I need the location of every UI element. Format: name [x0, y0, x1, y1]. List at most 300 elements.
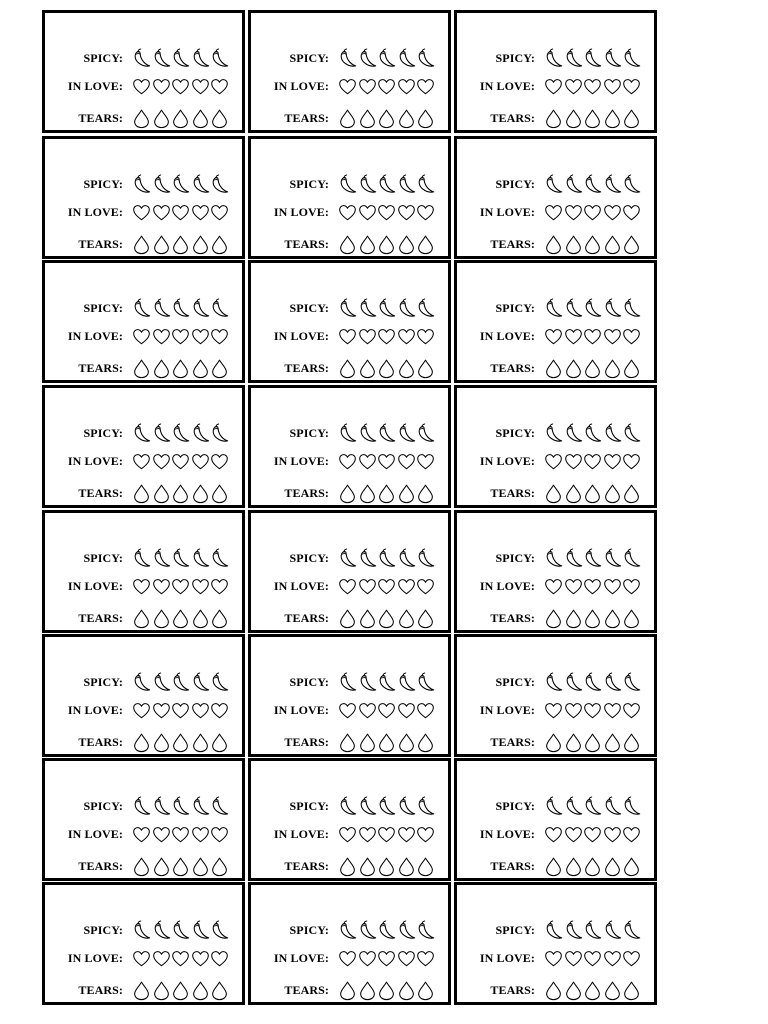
teardrop-icon[interactable] — [397, 856, 417, 877]
heart-icon[interactable] — [416, 700, 436, 721]
chili-pepper-icon[interactable] — [338, 548, 358, 569]
heart-icon[interactable] — [210, 700, 230, 721]
heart-icon[interactable] — [338, 76, 358, 97]
chili-pepper-icon[interactable] — [544, 174, 564, 195]
heart-icon[interactable] — [338, 451, 358, 472]
chili-pepper-icon[interactable] — [583, 298, 603, 319]
teardrop-icon[interactable] — [132, 358, 152, 379]
teardrop-icon[interactable] — [171, 234, 191, 255]
teardrop-icon[interactable] — [171, 980, 191, 1001]
teardrop-icon[interactable] — [416, 358, 436, 379]
heart-icon[interactable] — [397, 451, 417, 472]
heart-icon[interactable] — [191, 326, 211, 347]
chili-pepper-icon[interactable] — [210, 548, 230, 569]
heart-icon[interactable] — [152, 948, 172, 969]
chili-pepper-icon[interactable] — [564, 174, 584, 195]
teardrop-icon[interactable] — [338, 608, 358, 629]
heart-icon[interactable] — [377, 326, 397, 347]
heart-icon[interactable] — [152, 76, 172, 97]
heart-icon[interactable] — [416, 202, 436, 223]
chili-pepper-icon[interactable] — [132, 298, 152, 319]
chili-pepper-icon[interactable] — [583, 48, 603, 69]
teardrop-icon[interactable] — [132, 856, 152, 877]
chili-pepper-icon[interactable] — [603, 298, 623, 319]
teardrop-icon[interactable] — [583, 483, 603, 504]
teardrop-icon[interactable] — [171, 108, 191, 129]
chili-pepper-icon[interactable] — [171, 48, 191, 69]
heart-icon[interactable] — [583, 326, 603, 347]
heart-icon[interactable] — [358, 576, 378, 597]
chili-pepper-icon[interactable] — [564, 48, 584, 69]
teardrop-icon[interactable] — [564, 980, 584, 1001]
chili-pepper-icon[interactable] — [603, 548, 623, 569]
chili-pepper-icon[interactable] — [132, 48, 152, 69]
chili-pepper-icon[interactable] — [338, 298, 358, 319]
chili-pepper-icon[interactable] — [564, 298, 584, 319]
chili-pepper-icon[interactable] — [416, 796, 436, 817]
teardrop-icon[interactable] — [544, 732, 564, 753]
teardrop-icon[interactable] — [564, 358, 584, 379]
teardrop-icon[interactable] — [171, 608, 191, 629]
heart-icon[interactable] — [358, 700, 378, 721]
teardrop-icon[interactable] — [210, 732, 230, 753]
chili-pepper-icon[interactable] — [622, 48, 642, 69]
chili-pepper-icon[interactable] — [210, 796, 230, 817]
teardrop-icon[interactable] — [603, 234, 623, 255]
heart-icon[interactable] — [564, 451, 584, 472]
teardrop-icon[interactable] — [171, 856, 191, 877]
chili-pepper-icon[interactable] — [358, 548, 378, 569]
heart-icon[interactable] — [583, 202, 603, 223]
heart-icon[interactable] — [416, 76, 436, 97]
heart-icon[interactable] — [564, 824, 584, 845]
chili-pepper-icon[interactable] — [622, 298, 642, 319]
heart-icon[interactable] — [622, 948, 642, 969]
heart-icon[interactable] — [544, 202, 564, 223]
heart-icon[interactable] — [152, 451, 172, 472]
chili-pepper-icon[interactable] — [377, 298, 397, 319]
teardrop-icon[interactable] — [544, 234, 564, 255]
chili-pepper-icon[interactable] — [210, 174, 230, 195]
teardrop-icon[interactable] — [152, 732, 172, 753]
chili-pepper-icon[interactable] — [397, 423, 417, 444]
teardrop-icon[interactable] — [132, 483, 152, 504]
heart-icon[interactable] — [171, 451, 191, 472]
chili-pepper-icon[interactable] — [171, 548, 191, 569]
heart-icon[interactable] — [210, 824, 230, 845]
teardrop-icon[interactable] — [583, 358, 603, 379]
heart-icon[interactable] — [152, 824, 172, 845]
heart-icon[interactable] — [210, 326, 230, 347]
heart-icon[interactable] — [622, 576, 642, 597]
chili-pepper-icon[interactable] — [603, 796, 623, 817]
chili-pepper-icon[interactable] — [171, 672, 191, 693]
heart-icon[interactable] — [358, 451, 378, 472]
chili-pepper-icon[interactable] — [622, 548, 642, 569]
heart-icon[interactable] — [338, 326, 358, 347]
heart-icon[interactable] — [416, 326, 436, 347]
teardrop-icon[interactable] — [583, 608, 603, 629]
heart-icon[interactable] — [338, 824, 358, 845]
chili-pepper-icon[interactable] — [416, 920, 436, 941]
chili-pepper-icon[interactable] — [132, 548, 152, 569]
teardrop-icon[interactable] — [210, 358, 230, 379]
teardrop-icon[interactable] — [377, 483, 397, 504]
teardrop-icon[interactable] — [358, 483, 378, 504]
heart-icon[interactable] — [564, 700, 584, 721]
teardrop-icon[interactable] — [132, 980, 152, 1001]
chili-pepper-icon[interactable] — [191, 796, 211, 817]
heart-icon[interactable] — [171, 824, 191, 845]
teardrop-icon[interactable] — [544, 856, 564, 877]
teardrop-icon[interactable] — [377, 358, 397, 379]
chili-pepper-icon[interactable] — [358, 672, 378, 693]
teardrop-icon[interactable] — [416, 483, 436, 504]
teardrop-icon[interactable] — [397, 108, 417, 129]
heart-icon[interactable] — [377, 576, 397, 597]
teardrop-icon[interactable] — [622, 483, 642, 504]
heart-icon[interactable] — [397, 948, 417, 969]
teardrop-icon[interactable] — [416, 108, 436, 129]
heart-icon[interactable] — [416, 948, 436, 969]
heart-icon[interactable] — [358, 948, 378, 969]
heart-icon[interactable] — [132, 202, 152, 223]
heart-icon[interactable] — [622, 326, 642, 347]
teardrop-icon[interactable] — [152, 358, 172, 379]
chili-pepper-icon[interactable] — [397, 298, 417, 319]
chili-pepper-icon[interactable] — [358, 48, 378, 69]
heart-icon[interactable] — [338, 202, 358, 223]
chili-pepper-icon[interactable] — [171, 423, 191, 444]
teardrop-icon[interactable] — [338, 980, 358, 1001]
heart-icon[interactable] — [132, 451, 152, 472]
heart-icon[interactable] — [210, 948, 230, 969]
teardrop-icon[interactable] — [416, 856, 436, 877]
teardrop-icon[interactable] — [338, 732, 358, 753]
heart-icon[interactable] — [603, 326, 623, 347]
chili-pepper-icon[interactable] — [338, 48, 358, 69]
heart-icon[interactable] — [544, 700, 564, 721]
heart-icon[interactable] — [416, 576, 436, 597]
heart-icon[interactable] — [544, 948, 564, 969]
heart-icon[interactable] — [132, 948, 152, 969]
chili-pepper-icon[interactable] — [397, 174, 417, 195]
teardrop-icon[interactable] — [564, 234, 584, 255]
chili-pepper-icon[interactable] — [544, 423, 564, 444]
teardrop-icon[interactable] — [397, 732, 417, 753]
heart-icon[interactable] — [564, 202, 584, 223]
heart-icon[interactable] — [622, 700, 642, 721]
heart-icon[interactable] — [191, 576, 211, 597]
heart-icon[interactable] — [152, 700, 172, 721]
heart-icon[interactable] — [171, 700, 191, 721]
chili-pepper-icon[interactable] — [397, 672, 417, 693]
heart-icon[interactable] — [416, 451, 436, 472]
chili-pepper-icon[interactable] — [622, 920, 642, 941]
teardrop-icon[interactable] — [583, 980, 603, 1001]
teardrop-icon[interactable] — [191, 108, 211, 129]
heart-icon[interactable] — [583, 948, 603, 969]
teardrop-icon[interactable] — [583, 234, 603, 255]
teardrop-icon[interactable] — [210, 980, 230, 1001]
teardrop-icon[interactable] — [377, 732, 397, 753]
teardrop-icon[interactable] — [583, 108, 603, 129]
teardrop-icon[interactable] — [397, 234, 417, 255]
heart-icon[interactable] — [171, 202, 191, 223]
heart-icon[interactable] — [622, 76, 642, 97]
chili-pepper-icon[interactable] — [544, 48, 564, 69]
teardrop-icon[interactable] — [544, 358, 564, 379]
chili-pepper-icon[interactable] — [210, 298, 230, 319]
teardrop-icon[interactable] — [338, 358, 358, 379]
chili-pepper-icon[interactable] — [132, 672, 152, 693]
heart-icon[interactable] — [622, 202, 642, 223]
heart-icon[interactable] — [152, 202, 172, 223]
chili-pepper-icon[interactable] — [544, 920, 564, 941]
chili-pepper-icon[interactable] — [132, 174, 152, 195]
teardrop-icon[interactable] — [152, 608, 172, 629]
teardrop-icon[interactable] — [152, 856, 172, 877]
teardrop-icon[interactable] — [132, 234, 152, 255]
teardrop-icon[interactable] — [171, 732, 191, 753]
teardrop-icon[interactable] — [544, 108, 564, 129]
teardrop-icon[interactable] — [191, 980, 211, 1001]
teardrop-icon[interactable] — [210, 234, 230, 255]
chili-pepper-icon[interactable] — [152, 796, 172, 817]
heart-icon[interactable] — [191, 202, 211, 223]
chili-pepper-icon[interactable] — [338, 796, 358, 817]
chili-pepper-icon[interactable] — [544, 796, 564, 817]
teardrop-icon[interactable] — [191, 732, 211, 753]
chili-pepper-icon[interactable] — [358, 174, 378, 195]
heart-icon[interactable] — [132, 576, 152, 597]
chili-pepper-icon[interactable] — [622, 672, 642, 693]
chili-pepper-icon[interactable] — [377, 174, 397, 195]
teardrop-icon[interactable] — [603, 732, 623, 753]
heart-icon[interactable] — [377, 948, 397, 969]
chili-pepper-icon[interactable] — [603, 174, 623, 195]
teardrop-icon[interactable] — [191, 856, 211, 877]
teardrop-icon[interactable] — [152, 108, 172, 129]
heart-icon[interactable] — [544, 76, 564, 97]
chili-pepper-icon[interactable] — [132, 796, 152, 817]
chili-pepper-icon[interactable] — [132, 920, 152, 941]
teardrop-icon[interactable] — [377, 980, 397, 1001]
chili-pepper-icon[interactable] — [397, 548, 417, 569]
teardrop-icon[interactable] — [358, 608, 378, 629]
heart-icon[interactable] — [397, 202, 417, 223]
teardrop-icon[interactable] — [622, 608, 642, 629]
heart-icon[interactable] — [377, 451, 397, 472]
chili-pepper-icon[interactable] — [358, 920, 378, 941]
chili-pepper-icon[interactable] — [152, 672, 172, 693]
chili-pepper-icon[interactable] — [622, 423, 642, 444]
chili-pepper-icon[interactable] — [377, 423, 397, 444]
teardrop-icon[interactable] — [397, 483, 417, 504]
chili-pepper-icon[interactable] — [191, 672, 211, 693]
heart-icon[interactable] — [358, 202, 378, 223]
teardrop-icon[interactable] — [132, 732, 152, 753]
teardrop-icon[interactable] — [622, 234, 642, 255]
chili-pepper-icon[interactable] — [564, 796, 584, 817]
teardrop-icon[interactable] — [191, 483, 211, 504]
teardrop-icon[interactable] — [603, 608, 623, 629]
chili-pepper-icon[interactable] — [171, 920, 191, 941]
chili-pepper-icon[interactable] — [377, 920, 397, 941]
heart-icon[interactable] — [191, 700, 211, 721]
teardrop-icon[interactable] — [210, 483, 230, 504]
chili-pepper-icon[interactable] — [152, 174, 172, 195]
heart-icon[interactable] — [338, 576, 358, 597]
chili-pepper-icon[interactable] — [544, 548, 564, 569]
chili-pepper-icon[interactable] — [544, 298, 564, 319]
chili-pepper-icon[interactable] — [416, 298, 436, 319]
chili-pepper-icon[interactable] — [358, 423, 378, 444]
heart-icon[interactable] — [603, 451, 623, 472]
chili-pepper-icon[interactable] — [377, 796, 397, 817]
chili-pepper-icon[interactable] — [564, 423, 584, 444]
chili-pepper-icon[interactable] — [210, 920, 230, 941]
teardrop-icon[interactable] — [564, 608, 584, 629]
heart-icon[interactable] — [132, 326, 152, 347]
chili-pepper-icon[interactable] — [191, 548, 211, 569]
heart-icon[interactable] — [191, 948, 211, 969]
teardrop-icon[interactable] — [210, 856, 230, 877]
heart-icon[interactable] — [544, 451, 564, 472]
heart-icon[interactable] — [152, 576, 172, 597]
teardrop-icon[interactable] — [338, 856, 358, 877]
teardrop-icon[interactable] — [564, 108, 584, 129]
teardrop-icon[interactable] — [358, 108, 378, 129]
heart-icon[interactable] — [377, 76, 397, 97]
teardrop-icon[interactable] — [377, 856, 397, 877]
chili-pepper-icon[interactable] — [416, 548, 436, 569]
teardrop-icon[interactable] — [583, 856, 603, 877]
chili-pepper-icon[interactable] — [564, 548, 584, 569]
teardrop-icon[interactable] — [622, 856, 642, 877]
chili-pepper-icon[interactable] — [416, 174, 436, 195]
chili-pepper-icon[interactable] — [338, 672, 358, 693]
heart-icon[interactable] — [603, 576, 623, 597]
heart-icon[interactable] — [171, 948, 191, 969]
heart-icon[interactable] — [132, 824, 152, 845]
teardrop-icon[interactable] — [397, 608, 417, 629]
chili-pepper-icon[interactable] — [338, 423, 358, 444]
heart-icon[interactable] — [583, 700, 603, 721]
heart-icon[interactable] — [583, 451, 603, 472]
teardrop-icon[interactable] — [397, 358, 417, 379]
chili-pepper-icon[interactable] — [191, 423, 211, 444]
teardrop-icon[interactable] — [171, 358, 191, 379]
chili-pepper-icon[interactable] — [564, 920, 584, 941]
chili-pepper-icon[interactable] — [603, 672, 623, 693]
heart-icon[interactable] — [397, 576, 417, 597]
chili-pepper-icon[interactable] — [171, 298, 191, 319]
chili-pepper-icon[interactable] — [358, 298, 378, 319]
chili-pepper-icon[interactable] — [416, 423, 436, 444]
teardrop-icon[interactable] — [603, 856, 623, 877]
teardrop-icon[interactable] — [377, 608, 397, 629]
teardrop-icon[interactable] — [338, 234, 358, 255]
teardrop-icon[interactable] — [132, 608, 152, 629]
teardrop-icon[interactable] — [210, 608, 230, 629]
heart-icon[interactable] — [603, 76, 623, 97]
heart-icon[interactable] — [338, 948, 358, 969]
heart-icon[interactable] — [152, 326, 172, 347]
chili-pepper-icon[interactable] — [583, 423, 603, 444]
teardrop-icon[interactable] — [583, 732, 603, 753]
chili-pepper-icon[interactable] — [171, 174, 191, 195]
teardrop-icon[interactable] — [564, 856, 584, 877]
heart-icon[interactable] — [210, 576, 230, 597]
teardrop-icon[interactable] — [191, 358, 211, 379]
heart-icon[interactable] — [132, 76, 152, 97]
chili-pepper-icon[interactable] — [377, 48, 397, 69]
heart-icon[interactable] — [397, 824, 417, 845]
heart-icon[interactable] — [397, 326, 417, 347]
heart-icon[interactable] — [358, 824, 378, 845]
chili-pepper-icon[interactable] — [152, 548, 172, 569]
teardrop-icon[interactable] — [152, 980, 172, 1001]
teardrop-icon[interactable] — [622, 358, 642, 379]
teardrop-icon[interactable] — [564, 483, 584, 504]
heart-icon[interactable] — [603, 824, 623, 845]
teardrop-icon[interactable] — [152, 234, 172, 255]
chili-pepper-icon[interactable] — [583, 548, 603, 569]
heart-icon[interactable] — [171, 576, 191, 597]
teardrop-icon[interactable] — [622, 732, 642, 753]
chili-pepper-icon[interactable] — [191, 298, 211, 319]
teardrop-icon[interactable] — [603, 358, 623, 379]
heart-icon[interactable] — [622, 451, 642, 472]
teardrop-icon[interactable] — [603, 483, 623, 504]
heart-icon[interactable] — [564, 76, 584, 97]
heart-icon[interactable] — [564, 326, 584, 347]
teardrop-icon[interactable] — [416, 234, 436, 255]
teardrop-icon[interactable] — [416, 980, 436, 1001]
teardrop-icon[interactable] — [171, 483, 191, 504]
heart-icon[interactable] — [544, 576, 564, 597]
chili-pepper-icon[interactable] — [152, 48, 172, 69]
heart-icon[interactable] — [603, 948, 623, 969]
chili-pepper-icon[interactable] — [397, 48, 417, 69]
teardrop-icon[interactable] — [338, 483, 358, 504]
teardrop-icon[interactable] — [358, 358, 378, 379]
chili-pepper-icon[interactable] — [171, 796, 191, 817]
heart-icon[interactable] — [132, 700, 152, 721]
chili-pepper-icon[interactable] — [210, 672, 230, 693]
teardrop-icon[interactable] — [622, 980, 642, 1001]
heart-icon[interactable] — [583, 76, 603, 97]
heart-icon[interactable] — [358, 326, 378, 347]
chili-pepper-icon[interactable] — [416, 48, 436, 69]
chili-pepper-icon[interactable] — [152, 423, 172, 444]
chili-pepper-icon[interactable] — [622, 796, 642, 817]
chili-pepper-icon[interactable] — [583, 174, 603, 195]
heart-icon[interactable] — [210, 76, 230, 97]
chili-pepper-icon[interactable] — [603, 48, 623, 69]
heart-icon[interactable] — [377, 824, 397, 845]
chili-pepper-icon[interactable] — [132, 423, 152, 444]
teardrop-icon[interactable] — [377, 108, 397, 129]
teardrop-icon[interactable] — [191, 234, 211, 255]
chili-pepper-icon[interactable] — [358, 796, 378, 817]
heart-icon[interactable] — [564, 576, 584, 597]
chili-pepper-icon[interactable] — [397, 920, 417, 941]
heart-icon[interactable] — [358, 76, 378, 97]
teardrop-icon[interactable] — [210, 108, 230, 129]
teardrop-icon[interactable] — [416, 608, 436, 629]
